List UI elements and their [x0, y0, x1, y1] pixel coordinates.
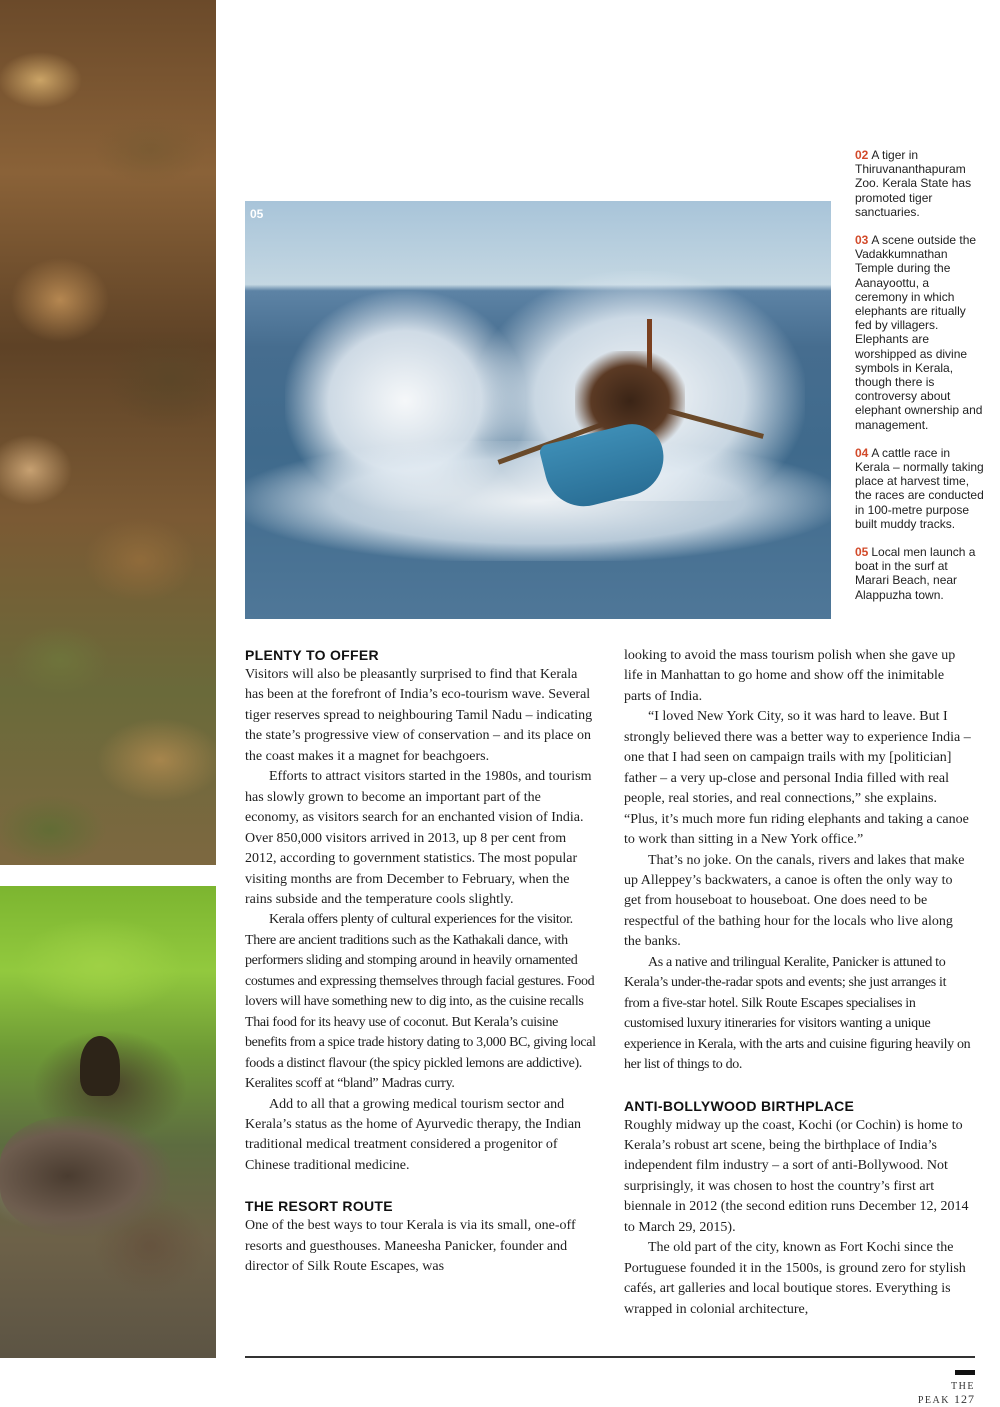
paragraph: That’s no joke. On the canals, rivers and lakes that make up Alleppey’s backwaters, a canoe is often the only way to get from houseboat to houseboat. One does need to be respectful of the bathing hour for the locals who live along the banks.: [624, 852, 965, 950]
paragraph: Efforts to attract visitors started in the 1980s, and tourism has slowly grown to become an important part of the economy, as visitors search for an enchanted vision of India. Over 850,000 visitors arrived in 2013, up 8 per cent from 2012, according to government statistics. The most popular visiting months are from December to February, when the rains subside and the temperature cools slightly.: [245, 769, 592, 907]
paragraph: Roughly midway up the coast, Kochi (or Cochin) is home to Kerala’s robust art scene, being the birthplace of India’s independent film industry – a sort of anti-Bollywood. Not surprisingly, it was chosen to host the country’s first art biennale in 2012 (the second edition runs December 12, 2014 to March 29, 2015).: [624, 1117, 969, 1235]
caption-number: 03: [855, 233, 869, 248]
caption-list: [855, 148, 985, 616]
section-heading: PLENTY TO OFFER: [245, 647, 379, 663]
magazine-name: THE PEAK: [917, 1381, 975, 1406]
caption-number: 05: [855, 545, 869, 560]
article-column-left: [245, 645, 597, 1278]
paragraph: Kerala offers plenty of cultural experiences for the visitor. There are ancient traditions such as the Kathakali dance, with performers sliding and stomping around in heavily ornamented costumes and expressing themselves through facial gestures. Food lovers will have something new to dig into, as the cuisine recalls Thai food for its heavy use of coconut. But Kerala’s cuisine benefits from a spice trade history dating to 3,000 BC, giving local foods a distinct flavour (the spicy pickled lemons are addictive). Keralites scoff at “bland” Madras curry.: [245, 912, 596, 1092]
caption-item: [855, 545, 985, 602]
wave-foam: [245, 441, 831, 561]
footer-mark: [955, 1370, 975, 1375]
caption-number: 04: [855, 445, 869, 460]
caption-text: A scene outside the Vadakkumnathan Temple during the Aanayoottu, a ceremony in which elephants are ritually fed by villagers. Elephants are worshipped as divine symbols in Kerala, though there is controversy about elephant ownership and management.: [855, 233, 983, 432]
paragraph: looking to avoid the mass tourism polish when she gave up life in Manhattan to go home and show off the inimitable parts of India.: [624, 648, 956, 704]
paragraph: Visitors will also be pleasantly surprised to find that Kerala has been at the forefront of India’s eco-tourism wave. Several tiger reserves spread to neighbouring Tamil Nadu – indicating the state’s progressive view of conservation – and its place on the coast makes it a magnet for beachgoers.: [245, 667, 593, 764]
cattle-race-photo: [0, 886, 216, 1358]
bull-figure: [0, 1116, 170, 1236]
caption-item: [855, 233, 985, 432]
caption-item: [855, 446, 985, 531]
caption-text: A cattle race in Kerala – normally taking place at harvest time, the races are conducted in 100-metre purpose built muddy tracks.: [855, 445, 984, 531]
boat-surf-photo: [245, 201, 831, 619]
section-heading: ANTI-BOLLYWOOD BIRTHPLACE: [624, 1097, 855, 1114]
paragraph: One of the best ways to tour Kerala is via its small, one-off resorts and guesthouses. Maneesha Panicker, founder and director of Silk Route Escapes, was: [245, 1218, 576, 1275]
caption-item: [855, 148, 985, 219]
section-heading: THE RESORT ROUTE: [245, 1198, 393, 1215]
racer-figure: [80, 1036, 120, 1096]
forest-photo: [0, 0, 216, 865]
photo-number: 05: [250, 207, 264, 221]
caption-text: Local men launch a boat in the surf at Marari Beach, near Alappuzha town.: [855, 545, 976, 602]
footer-rule: [245, 1356, 975, 1358]
caption-text: A tiger in Thiruvananthapuram Zoo. Kerala State has promoted tiger sanctuaries.: [855, 148, 972, 219]
page-footer: [890, 1381, 975, 1407]
page-number: 127: [954, 1392, 975, 1406]
paragraph: The old part of the city, known as Fort Kochi since the Portuguese founded it in the 1500s, is ground zero for stylish cafés, art galleries and local boutique stores. Everything is wrapped in colonial architecture,: [624, 1240, 966, 1317]
paragraph: Add to all that a growing medical tourism sector and Kerala’s status as the home of Ayurvedic therapy, the Indian traditional medical treatment considered a progenitor of Chinese traditional medicine.: [245, 1096, 582, 1173]
caption-number: 02: [855, 148, 869, 162]
paragraph: As a native and trilingual Keralite, Panicker is attuned to Kerala’s under-the-radar spots and events; she just arranges it from a five-star hotel. Silk Route Escapes specialises in customised luxury itineraries for visitors wanting a unique experience in Kerala, with the arts and cuisine figuring heavily on her list of things to do.: [624, 954, 971, 1073]
paragraph: “I loved New York City, so it was hard to leave. But I strongly believed there was a better way to experience India – one that I had seen on campaign trails with my [politician] father – a very up-close and personal India filled with real people, real stories, and real connections,” she explains. “Plus, it’s much more fun riding elephants and taking a canoe to work than sitting in a New York office.”: [624, 709, 971, 848]
article-column-right: [624, 646, 972, 1320]
